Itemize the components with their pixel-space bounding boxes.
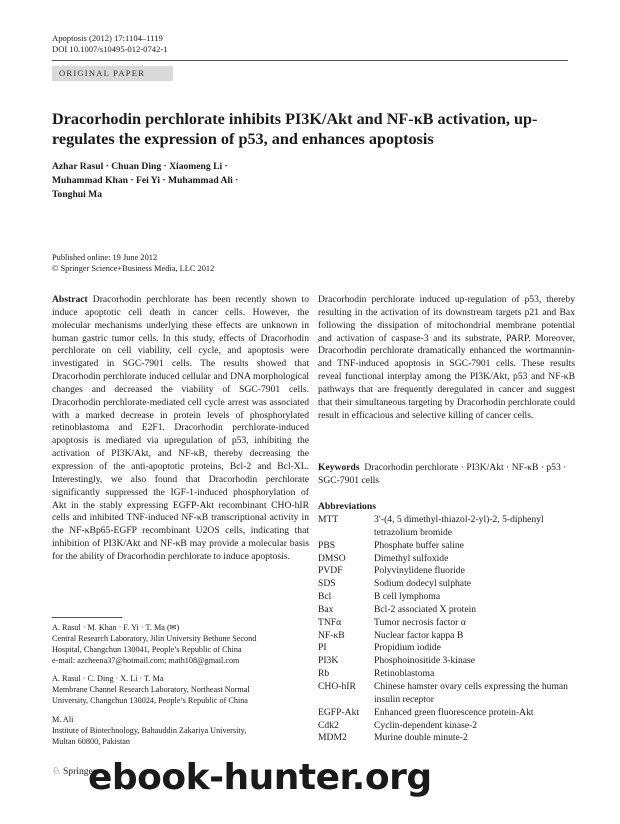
affiliation-names: M. Ali: [52, 715, 74, 724]
publication-info: [52, 252, 214, 274]
abbreviation-term: MDM2: [318, 732, 347, 744]
abbreviation-def: Chinese hamster ovary cells expressing the human insulin receptor: [374, 680, 568, 705]
header-rule: [52, 60, 568, 61]
publisher-name: Springer: [62, 766, 97, 777]
affiliation-line: Institute of Biotechnology, Bahauddin Zakariya University,: [52, 726, 247, 735]
affiliation-line: Membrane Channel Research Laboratory, Northeast Normal: [52, 685, 250, 694]
journal-doi: DOI 10.1007/s10495-012-0742-1: [52, 44, 168, 54]
abbreviation-term: CHO-hIR: [318, 680, 356, 692]
affiliation-line: Hospital, Changchun 130041, People’s Republic of China: [52, 645, 242, 654]
abbreviation-term: PVDF: [318, 565, 343, 577]
affiliation-block: [52, 673, 312, 706]
abstract-label: Abstract: [52, 294, 88, 305]
affiliation-names: A. Rasul · M. Khan · F. Yi · T. Ma (✉): [52, 623, 180, 632]
abbreviation-def: Murine double minute-2: [374, 732, 468, 744]
abbreviation-row: [318, 720, 578, 733]
abbreviation-row: [318, 553, 578, 566]
abbreviation-term: SDS: [318, 578, 336, 590]
abbreviation-def: Dimethyl sulfoxide: [374, 552, 449, 564]
abbreviation-row: [318, 540, 578, 553]
abbreviation-term: DMSO: [318, 552, 346, 564]
author-list: [52, 160, 312, 202]
abbreviation-def: Phosphate buffer saline: [374, 539, 464, 551]
abbreviation-row: [318, 630, 578, 643]
abbreviations-heading: Abbreviations: [318, 501, 376, 512]
affiliation-block: [52, 622, 312, 666]
abbreviation-def: B cell lymphoma: [374, 591, 441, 603]
abbreviation-def: Enhanced green fluorescence protein-Akt: [374, 706, 534, 718]
keywords: [318, 462, 575, 488]
abbreviation-term: TNFα: [318, 616, 342, 628]
abbreviation-row: [318, 617, 578, 630]
abbreviation-def: Bcl-2 associated X protein: [374, 603, 477, 615]
copyright-line: © Springer Science+Business Media, LLC 2012: [52, 264, 215, 273]
abbreviation-term: MTT: [318, 514, 339, 525]
paper-title: Dracorhodin perchlorate inhibits PI3K/Akt and NF-κB activation, up-regulates the expression of p53, and enhances apoptosis: [52, 110, 538, 148]
section-label-bar: [52, 66, 173, 81]
abbreviation-def: Propidium iodide: [374, 642, 441, 654]
abbreviation-term: Cdk2: [318, 719, 339, 731]
affiliation-line: Multan 60800, Pakistan: [52, 737, 131, 746]
abbreviation-term: PBS: [318, 539, 336, 551]
abstract-left-column: [52, 294, 309, 564]
abbreviation-term: EGFP-Akt: [318, 706, 360, 718]
abbreviation-row: [318, 642, 578, 655]
abbreviation-row: [318, 604, 578, 617]
abbreviation-def: Phosphoinositide 3-kinase: [374, 655, 475, 667]
footnote-rule: [52, 617, 122, 618]
section-label: ORIGINAL PAPER: [59, 68, 146, 78]
keywords-label: Keywords: [318, 462, 360, 473]
abbreviation-term: PI: [318, 642, 327, 654]
abbreviation-row: [318, 732, 578, 745]
journal-reference: [52, 33, 168, 55]
abbreviation-def: Sodium dodecyl sulphate: [374, 578, 471, 590]
abstract-text-right: Dracorhodin perchlorate induced up-regulation of p53, thereby resulting in the activation of its downstream targets p21 and Bax following the dissipation of mitochondrial membrane potential and activation of caspase-3 and its substrate, PARP. Moreover, Dracorhodin perchlorate dramatically enhanced the wortmannin- and TNF-induced apoptosis in SGC-7901 cells. These results reveal functional interplay among the PI3K/Akt, p53 and NF-κB pathways that are frequently deregulated in cancer and suggest that their simultaneous targeting by Dracorhodin perchlorate could result in efficacious and selective killing of cancer cells.: [318, 294, 575, 421]
watermark: ebook-hunter.org: [88, 757, 432, 798]
abbreviations-list: [318, 514, 578, 745]
abbreviation-row: [318, 578, 578, 591]
abbreviation-term: Bax: [318, 603, 334, 615]
affiliation-line: Central Research Laboratory, Jilin University Bethune Second: [52, 634, 257, 643]
abbreviation-def: 3′-(4, 5 dimethyl-thiazol-2-yl)-2, 5-diphenyl tetrazolium bromide: [374, 514, 544, 538]
abbreviation-row: [318, 591, 578, 604]
abbreviation-row: [318, 681, 578, 707]
abstract-right-column: [318, 294, 575, 422]
abbreviation-def: Tumor necrosis factor α: [374, 616, 466, 628]
affiliation-email: e-mail: azcheena37@hotmail.com; math108@gmail.com: [52, 656, 240, 665]
abbreviation-row: [318, 565, 578, 578]
abbreviation-term: NF-κB: [318, 629, 345, 641]
author-line: Azhar Rasul · Chuan Ding · Xiaomeng Li ·: [52, 161, 228, 172]
abbreviation-def: Retinoblastoma: [374, 668, 435, 680]
abbreviation-def: Cyclin-dependent kinase-2: [374, 719, 478, 731]
abbreviation-term: Rb: [318, 668, 330, 680]
abbreviation-def: Polyvinylidene fluoride: [374, 565, 465, 577]
abbreviation-term: PI3K: [318, 655, 339, 667]
keywords-text: Dracorhodin perchlorate · PI3K/Akt · NF-κB · p53 · SGC-7901 cells: [318, 462, 567, 486]
abbreviation-row: [318, 668, 578, 681]
affiliation-block: [52, 714, 312, 747]
abbreviation-row: [318, 655, 578, 668]
affiliation-names: A. Rasul · C. Ding · X. Li · T. Ma: [52, 674, 164, 683]
published-date: Published online: 19 June 2012: [52, 253, 158, 262]
abbreviation-term: Bcl: [318, 591, 332, 603]
springer-horse-icon: ♘: [52, 766, 61, 777]
affiliation-line: University, Changchun 130024, People’s Republic of China: [52, 696, 248, 705]
abbreviation-row: [318, 707, 578, 720]
abstract-text-left: Dracorhodin perchlorate has been recently shown to induce apoptotic cell death in cancer cells. However, the molecular mechanisms underlying these effects are unknown in human gastric tumor cells. In this study, effects of Dracorhodin perchlorate on cell viability, cell cycle, and apoptosis were investigated in SGC-7901 cells. The results showed that Dracorhodin perchlorate induced cellular and DNA morphological changes and decreased the viability of SGC-7901 cells. Dracorhodin perchlorate-mediated cell cycle arrest was associated with a marked decrease in protein levels of phosphorylated retinoblastoma and E2F1. Dracorhodin perchlorate-induced apoptosis is mediated via upregulation of p53, inhibiting the activation of PI3K/Akt, and NF-κB, thereby decreasing the expression of the anti-apoptotic proteins, Bcl-2 and Bcl-XL. Interestingly, we also found that Dracorhodin perchlorate significantly suppressed the IGF-1-induced phosphorylation of Akt in the stably expressing EGFP-Akt recombinant CHO-hIR cells and inhibited TNF-induced NF-κB transcriptional activity in the NF-κBp65-EGFP recombinant U2OS cells, indicating that inhibition of PI3K/Akt and NF-κB may provide a molecular basis for the ability of Dracorhodin perchlorate to induce apoptosis.: [52, 294, 310, 562]
journal-citation: Apoptosis (2012) 17:1104–1119: [52, 33, 163, 43]
abbreviation-row: [318, 514, 578, 540]
author-line: Muhammad Khan · Fei Yi · Muhammad Ali ·: [52, 175, 239, 186]
abbreviation-def: Nuclear factor kappa B: [374, 629, 464, 641]
author-line: Tonghui Ma: [52, 189, 103, 200]
